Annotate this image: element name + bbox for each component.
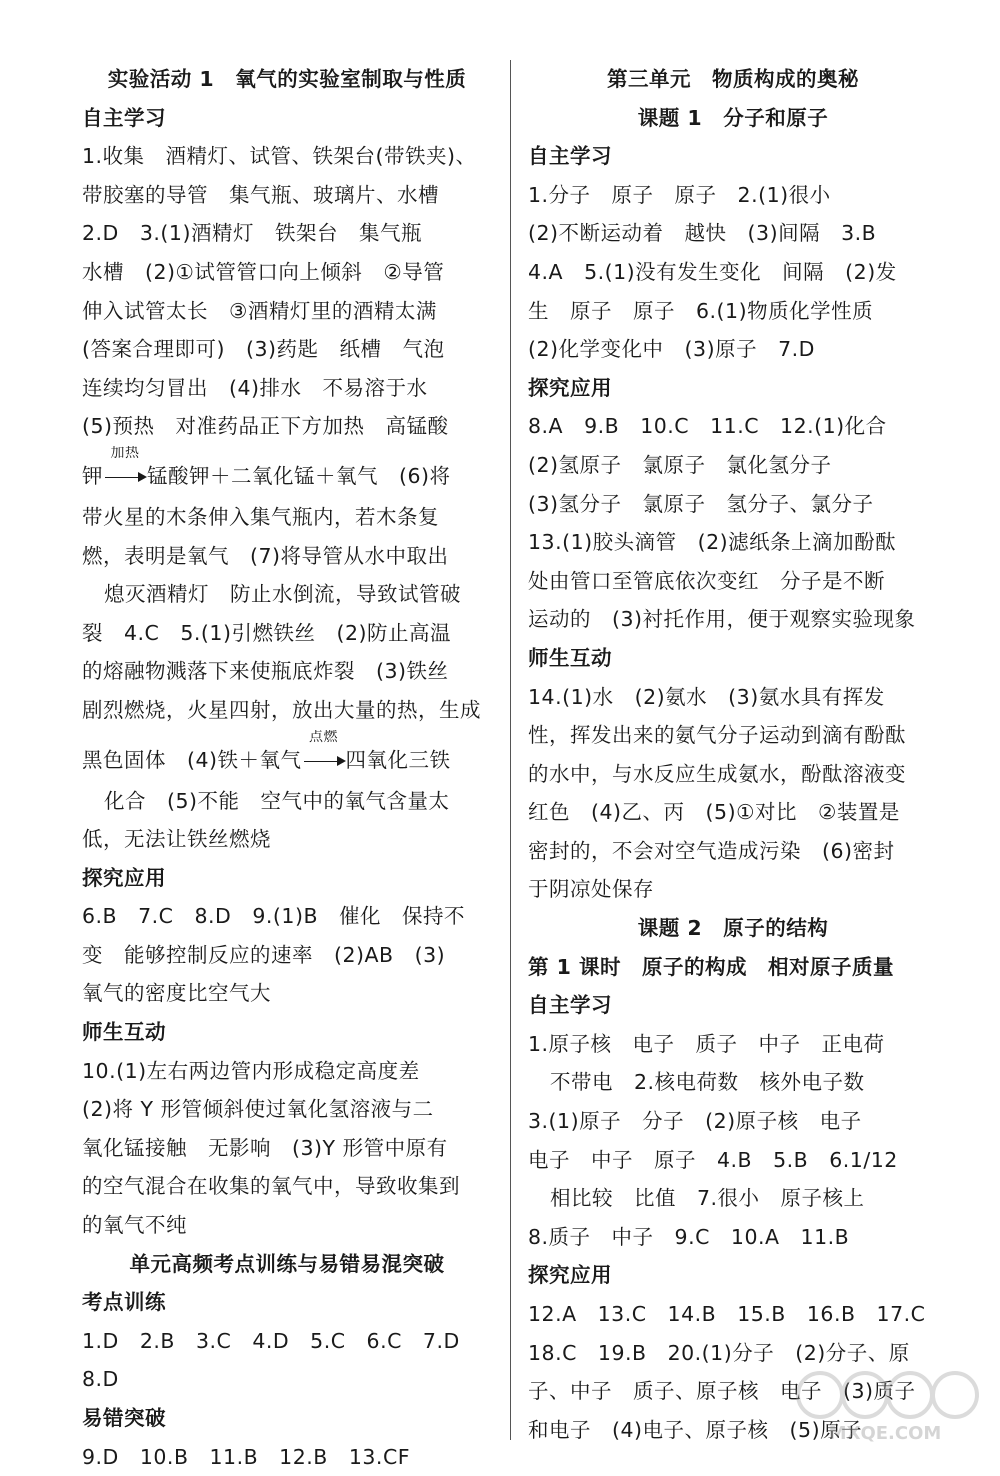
text-line: 燃，表明是氧气 (7)将导管从水中取出 <box>82 543 449 568</box>
text-line: 生 原子 原子 6.(1)物质化学性质 <box>528 298 874 323</box>
text-line: (2)化学变化中 (3)原子 7.D <box>528 337 815 362</box>
watermark-text: MXQE.COM <box>828 1423 942 1444</box>
section-heading: 师生互动 <box>82 1020 166 1045</box>
text-line: 4.A 5.(1)没有发生变化 间隔 (2)发 <box>528 259 897 284</box>
section-heading: 探究应用 <box>528 375 612 400</box>
text-line: 带火星的木条伸入集气瓶内，若木条复 <box>82 504 439 529</box>
watermark-logo <box>790 1365 980 1445</box>
text-line: 红色 (4)乙、丙 (5)①对比 ②装置是 <box>528 800 900 825</box>
section-title: 实验活动 1 氧气的实验室制取与性质 <box>107 67 467 91</box>
text-line: 伸入试管太长 ③酒精灯里的酒精太满 <box>82 298 437 323</box>
section-heading: 师生互动 <box>528 645 612 670</box>
text-line: (5)预热 对准药品正下方加热 高锰酸 <box>82 414 449 439</box>
section-title: 单元高频考点训练与易错易混突破 <box>129 1251 445 1276</box>
text-line: 剧烈燃烧，火星四射，放出大量的热，生成 <box>82 697 481 722</box>
period-title: 第 1 课时 原子的构成 相对原子质量 <box>528 954 895 979</box>
text-line: (2)氢原子 氯原子 氯化氢分子 <box>528 452 832 477</box>
reaction-condition: 点燃 <box>309 729 339 745</box>
text-line: 子、中子 质子、原子核 电子 (3)质子 <box>528 1379 916 1404</box>
text-line: (答案合理即可) (3)药匙 纸槽 气泡 <box>82 337 445 362</box>
text-line: (2)不断运动着 越快 (3)间隔 3.B <box>528 221 877 246</box>
text-line: 12.A 13.C 14.B 15.B 16.B 17.C <box>528 1302 926 1326</box>
text-line: 6.B 7.C 8.D 9.(1)B 催化 保持不 <box>82 904 466 929</box>
text-line: 1.原子核 电子 质子 中子 正电荷 <box>528 1031 885 1056</box>
text-line: 8.质子 中子 9.C 10.A 11.B <box>528 1224 850 1249</box>
left-column <box>82 60 492 1476</box>
text-line: 13.(1)胶头滴管 (2)滤纸条上滴加酚酞 <box>528 530 897 555</box>
equation-reactant: 黑色固体 (4)铁＋氧气 <box>82 747 302 772</box>
equation-line <box>82 446 492 498</box>
text-line: 1.D 2.B 3.C 4.D 5.C 6.C 7.D <box>82 1328 460 1353</box>
text-line: 的熔融物溅落下来使瓶底炸裂 (3)铁丝 <box>82 659 449 684</box>
equation-line <box>82 730 492 782</box>
text-line: 熄灭酒精灯 防止水倒流，导致试管破 <box>104 582 461 607</box>
equation-products: 锰酸钾＋二氧化锰＋氧气 (6)将 <box>147 463 451 488</box>
text-line: 于阴凉处保存 <box>528 877 654 902</box>
reaction-arrow <box>304 729 344 762</box>
text-line: 相比较 比值 7.很小 原子核上 <box>550 1186 865 1211</box>
text-line: 连续均匀冒出 (4)排水 不易溶于水 <box>82 375 428 400</box>
column-divider <box>510 60 511 1440</box>
text-line: 18.C 19.B 20.(1)分子 (2)分子、原 <box>528 1340 910 1365</box>
text-line: 14.(1)水 (2)氨水 (3)氨水具有挥发 <box>528 684 885 709</box>
text-line: 不带电 2.核电荷数 核外电子数 <box>550 1070 865 1095</box>
text-line: 9.D 10.B 11.B 12.B 13.CF <box>82 1444 411 1469</box>
text-line: 的氧气不纯 <box>82 1213 187 1238</box>
reaction-condition: 加热 <box>110 445 140 462</box>
text-line: 1.收集 酒精灯、试管、铁架台(带铁夹)、 <box>82 144 477 169</box>
lesson-title: 课题 1 分子和原子 <box>637 105 829 130</box>
text-line: 3.(1)原子 分子 (2)原子核 电子 <box>528 1109 862 1134</box>
lesson-title: 课题 2 原子的结构 <box>637 916 829 941</box>
text-line: 处由管口至管底依次变红 分子是不断 <box>528 568 885 593</box>
text-line: 的水中，与水反应生成氨水，酚酞溶液变 <box>528 761 906 786</box>
right-column <box>528 60 938 1449</box>
section-heading: 考点训练 <box>82 1290 166 1315</box>
text-line: (2)将 Y 形管倾斜使过氧化氢溶液与二 <box>82 1097 434 1122</box>
text-line: 8.A 9.B 10.C 11.C 12.(1)化合 <box>528 414 887 439</box>
unit-title: 第三单元 物质构成的奥秘 <box>607 67 859 91</box>
text-line: 8.D <box>82 1367 119 1392</box>
section-heading: 探究应用 <box>82 865 166 890</box>
text-line: 氧化锰接触 无影响 (3)Y 形管中原有 <box>82 1135 448 1160</box>
text-line: 密封的，不会对空气造成污染 (6)密封 <box>528 838 895 863</box>
text-line: 化合 (5)不能 空气中的氧气含量太 <box>104 788 450 813</box>
text-line: 10.(1)左右两边管内形成稳定高度差 <box>82 1058 420 1083</box>
text-line: 2.D 3.(1)酒精灯 铁架台 集气瓶 <box>82 221 422 246</box>
text-line: 裂 4.C 5.(1)引燃铁丝 (2)防止高温 <box>82 620 452 645</box>
text-line: 1.分子 原子 原子 2.(1)很小 <box>528 182 831 207</box>
text-line: 运动的 (3)衬托作用，便于观察实验现象 <box>528 607 916 632</box>
text-line: 的空气混合在收集的氧气中，导致收集到 <box>82 1174 460 1199</box>
text-line: 低，无法让铁丝燃烧 <box>82 827 271 852</box>
section-heading: 易错突破 <box>82 1406 166 1430</box>
section-heading: 探究应用 <box>528 1263 612 1288</box>
equation-reactant: 钾 <box>82 463 103 488</box>
text-line: 性，挥发出来的氨气分子运动到滴有酚酞 <box>528 723 906 748</box>
equation-products: 四氧化三铁 <box>345 747 451 772</box>
text-line: (3)氢分子 氯原子 氢分子、氯分子 <box>528 491 874 516</box>
text-line: 变 能够控制反应的速率 (2)AB (3) <box>82 942 446 967</box>
text-line: 和电子 (4)电子、原子核 (5)原子 <box>528 1417 863 1442</box>
text-line: 氧气的密度比空气大 <box>82 981 271 1006</box>
section-heading: 自主学习 <box>82 105 166 130</box>
reaction-arrow <box>105 445 145 478</box>
text-line: 电子 中子 原子 4.B 5.B 6.1/12 <box>528 1147 898 1172</box>
text-line: 水槽 (2)①试管管口向上倾斜 ②导管 <box>82 259 445 284</box>
section-heading: 自主学习 <box>528 993 612 1018</box>
section-heading: 自主学习 <box>528 144 612 169</box>
text-line: 带胶塞的导管 集气瓶、玻璃片、水槽 <box>82 182 439 207</box>
